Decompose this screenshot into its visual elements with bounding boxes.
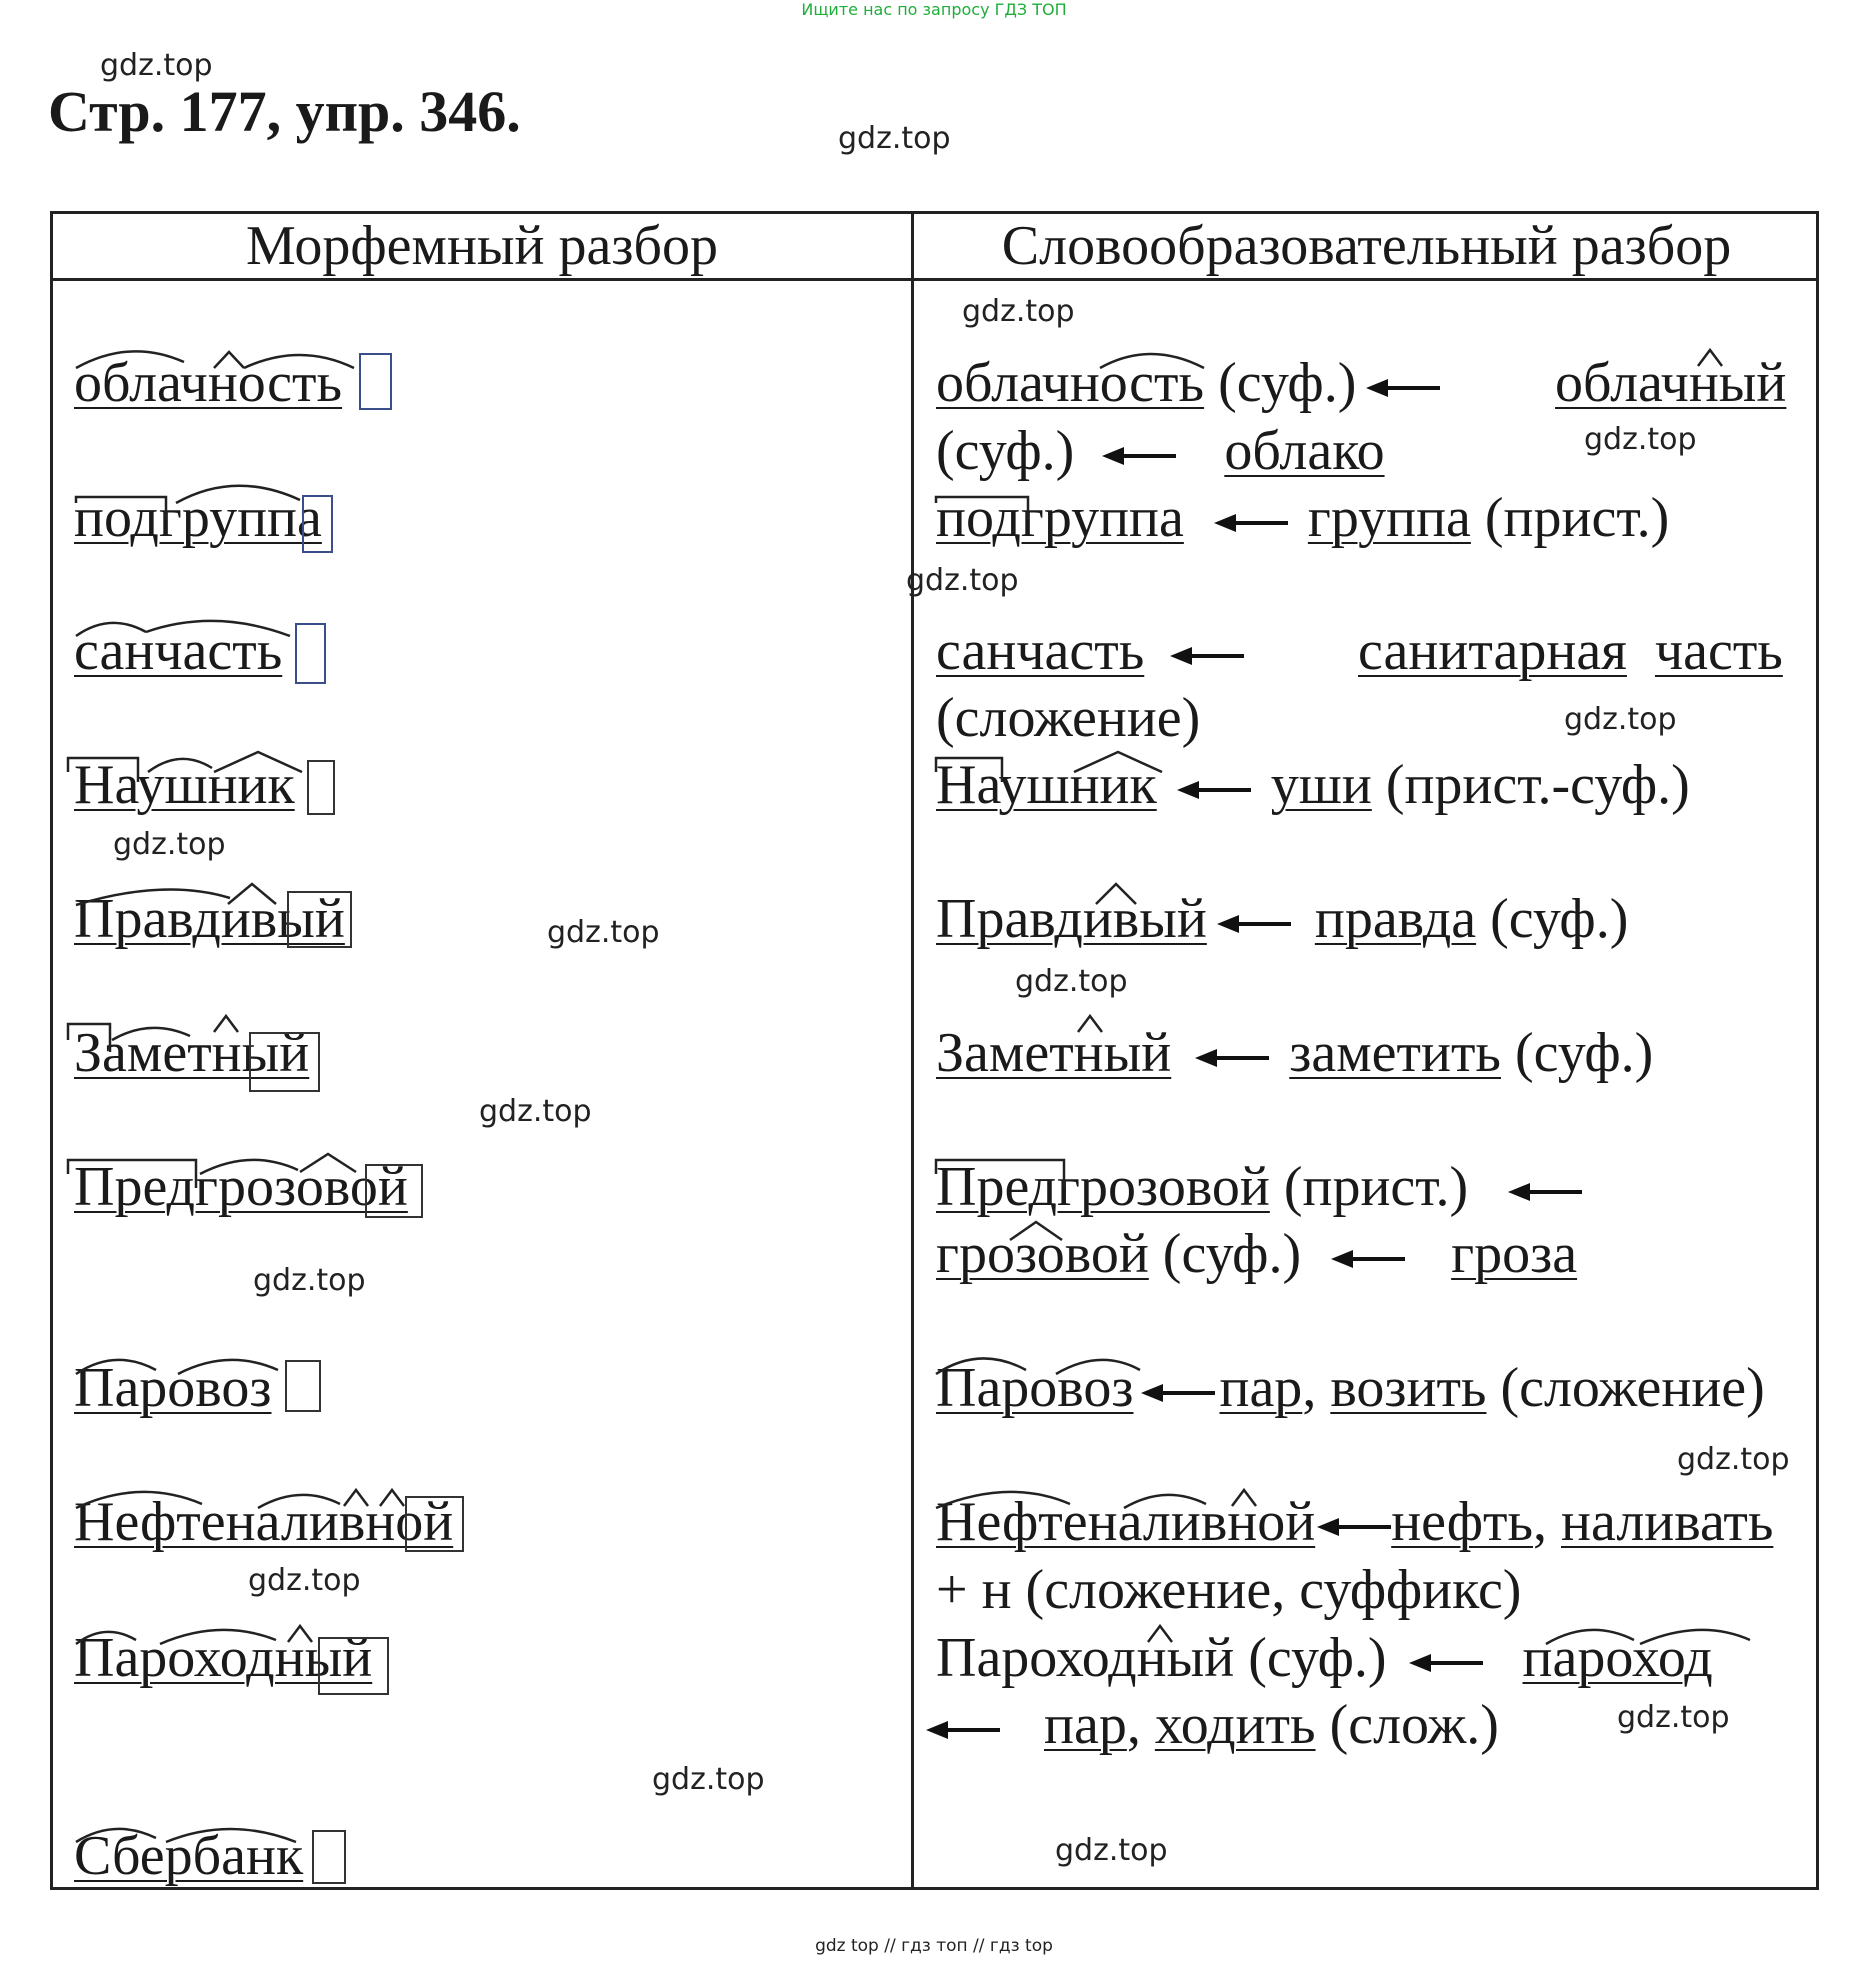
ending-box <box>318 1637 389 1695</box>
watermark: gdz.top <box>962 294 1075 329</box>
arrow-left-icon <box>1331 1249 1405 1269</box>
ending-box <box>359 353 392 410</box>
deriv-line-4 <box>936 620 1254 682</box>
deriv-text: (суф.) <box>1234 1627 1387 1689</box>
page-title: Стр. 177, упр. 346. <box>48 79 521 144</box>
arrow-left-icon <box>1195 1048 1269 1068</box>
watermark: gdz.top <box>1584 422 1697 457</box>
deriv-text: (суф.) <box>1476 888 1629 950</box>
word-text: Пароходный <box>74 1627 373 1689</box>
word-text: Нефтеналивной <box>74 1491 454 1553</box>
arrow-left-icon <box>1102 446 1176 466</box>
word-text: санчасть <box>74 620 283 682</box>
watermark: gdz.top <box>906 563 1019 598</box>
arrow-left-icon <box>1508 1182 1582 1202</box>
deriv-text: (суф.) <box>1500 1022 1654 1084</box>
watermark: gdz.top <box>1677 1442 1790 1477</box>
deriv-word: Наушник <box>936 754 1157 816</box>
watermark: gdz.top <box>248 1563 361 1598</box>
word-text: Сбербанк <box>74 1825 304 1887</box>
deriv-text: , <box>1302 1357 1331 1419</box>
deriv-line-5 <box>936 687 1201 749</box>
watermark: gdz.top <box>100 48 213 83</box>
arrow-left-icon <box>1317 1517 1391 1537</box>
deriv-word: пар <box>1044 1694 1127 1756</box>
deriv-word: группа <box>1307 487 1471 549</box>
ending-box <box>307 760 335 815</box>
deriv-text: (суф.) <box>1204 352 1357 414</box>
top-banner: Ищите нас по запросу ГДЗ ТОП <box>801 0 1067 19</box>
header-morpheme: Морфемный разбор <box>245 215 718 277</box>
deriv-text: (суф.) <box>936 420 1075 482</box>
ending-box <box>405 1496 464 1552</box>
header-derivation: Словообразовательный разбор <box>1001 215 1732 277</box>
left-word-parovoz <box>74 1357 272 1419</box>
arrow-left-icon <box>1170 646 1244 666</box>
deriv-line-12 <box>936 1491 1774 1553</box>
deriv-line-4b <box>1358 620 1783 682</box>
deriv-word: облако <box>1224 420 1385 482</box>
deriv-word: Пароходный <box>936 1627 1235 1689</box>
word-text: Наушник <box>74 754 295 816</box>
deriv-word: заметить <box>1289 1022 1501 1084</box>
deriv-text: (суф.) <box>1148 1223 1302 1285</box>
word-text: Паровоз <box>74 1357 272 1419</box>
deriv-line-15 <box>926 1694 1499 1756</box>
deriv-word: Паровоз <box>936 1357 1134 1419</box>
word-text: Правдивый <box>74 888 345 950</box>
watermark: gdz.top <box>253 1263 366 1298</box>
deriv-word: санитарная <box>1358 620 1627 682</box>
watermark: gdz.top <box>1015 964 1128 999</box>
watermark: gdz.top <box>479 1094 592 1129</box>
watermark: gdz.top <box>113 827 226 862</box>
deriv-word: пароход <box>1522 1627 1713 1689</box>
deriv-word: нефть <box>1391 1491 1534 1553</box>
ending-box <box>287 891 352 948</box>
watermark: gdz.top <box>547 915 660 950</box>
left-word-naushnik <box>74 754 295 816</box>
ending-box <box>285 1360 321 1412</box>
word-text: облачность <box>74 352 343 414</box>
deriv-line-10 <box>936 1223 1578 1285</box>
deriv-word: облачный <box>1555 352 1787 414</box>
table-column-divider <box>911 211 914 1890</box>
word-text: Предгрозовой <box>74 1156 408 1218</box>
deriv-word: Правдивый <box>936 888 1207 950</box>
ending-box <box>302 495 333 553</box>
deriv-word: облачность <box>936 352 1205 414</box>
deriv-word: санчасть <box>936 620 1145 682</box>
word-text: подгруппа <box>74 487 322 549</box>
watermark: gdz.top <box>1055 1833 1168 1868</box>
deriv-word: ходить <box>1154 1694 1316 1756</box>
deriv-text: (прист.-суф.) <box>1371 754 1690 816</box>
watermark: gdz.top <box>652 1762 765 1797</box>
deriv-line-11 <box>936 1357 1765 1419</box>
deriv-text: (слож.) <box>1315 1694 1499 1756</box>
table-header-divider <box>50 278 1819 281</box>
ending-box <box>249 1032 320 1092</box>
deriv-line-2 <box>936 420 1385 482</box>
watermark: gdz.top <box>1617 1700 1730 1735</box>
left-word-oblachnost <box>74 352 343 414</box>
deriv-word: подгруппа <box>936 487 1184 549</box>
deriv-line-14 <box>936 1627 1713 1689</box>
deriv-word: часть <box>1654 620 1783 682</box>
deriv-text: (сложение) <box>936 687 1201 749</box>
deriv-line-1 <box>936 352 1450 414</box>
deriv-word: наливать <box>1561 1491 1774 1553</box>
arrow-left-icon <box>926 1720 1000 1740</box>
left-word-sberbank <box>74 1825 304 1887</box>
ending-box <box>312 1830 346 1884</box>
deriv-word: Заметный <box>936 1022 1172 1084</box>
deriv-word: пар <box>1219 1357 1303 1419</box>
deriv-line-13 <box>936 1559 1522 1621</box>
deriv-word: возить <box>1330 1357 1487 1419</box>
deriv-word: Нефтеналивной <box>936 1491 1316 1553</box>
arrow-left-icon <box>1409 1653 1483 1673</box>
word-text: Заметный <box>74 1022 310 1084</box>
deriv-text: + н (сложение, суффикс) <box>936 1559 1522 1621</box>
footer: gdz top // гдз топ // гдз top <box>815 1936 1053 1956</box>
left-word-neftenalivnoi <box>74 1491 454 1553</box>
deriv-text: (сложение) <box>1486 1357 1765 1419</box>
deriv-word: Предгрозовой <box>936 1156 1270 1218</box>
deriv-word: правда <box>1314 888 1477 950</box>
left-word-podgruppa <box>74 487 322 549</box>
watermark: gdz.top <box>838 121 951 156</box>
deriv-line-9 <box>936 1156 1592 1218</box>
deriv-text: , <box>1533 1491 1562 1553</box>
deriv-line-3 <box>936 487 1670 549</box>
arrow-left-icon <box>1366 378 1440 398</box>
arrow-left-icon <box>1177 780 1251 800</box>
ending-box <box>365 1164 423 1218</box>
deriv-text: , <box>1126 1694 1155 1756</box>
deriv-text: (прист.) <box>1269 1156 1469 1218</box>
ending-box <box>295 623 326 684</box>
left-word-sanchast <box>74 620 283 682</box>
deriv-line-1b <box>1555 352 1787 414</box>
arrow-left-icon <box>1141 1383 1215 1403</box>
deriv-word: гроза <box>1451 1223 1578 1285</box>
deriv-line-6 <box>936 754 1690 816</box>
deriv-line-8 <box>936 1022 1654 1084</box>
watermark: gdz.top <box>1564 702 1677 737</box>
deriv-line-7 <box>936 888 1629 950</box>
deriv-word: грозовой <box>936 1223 1149 1285</box>
deriv-text: (прист.) <box>1470 487 1670 549</box>
deriv-word: уши <box>1270 754 1372 816</box>
left-word-predgrozovoi <box>74 1156 408 1218</box>
arrow-left-icon <box>1217 914 1291 934</box>
arrow-left-icon <box>1214 513 1288 533</box>
